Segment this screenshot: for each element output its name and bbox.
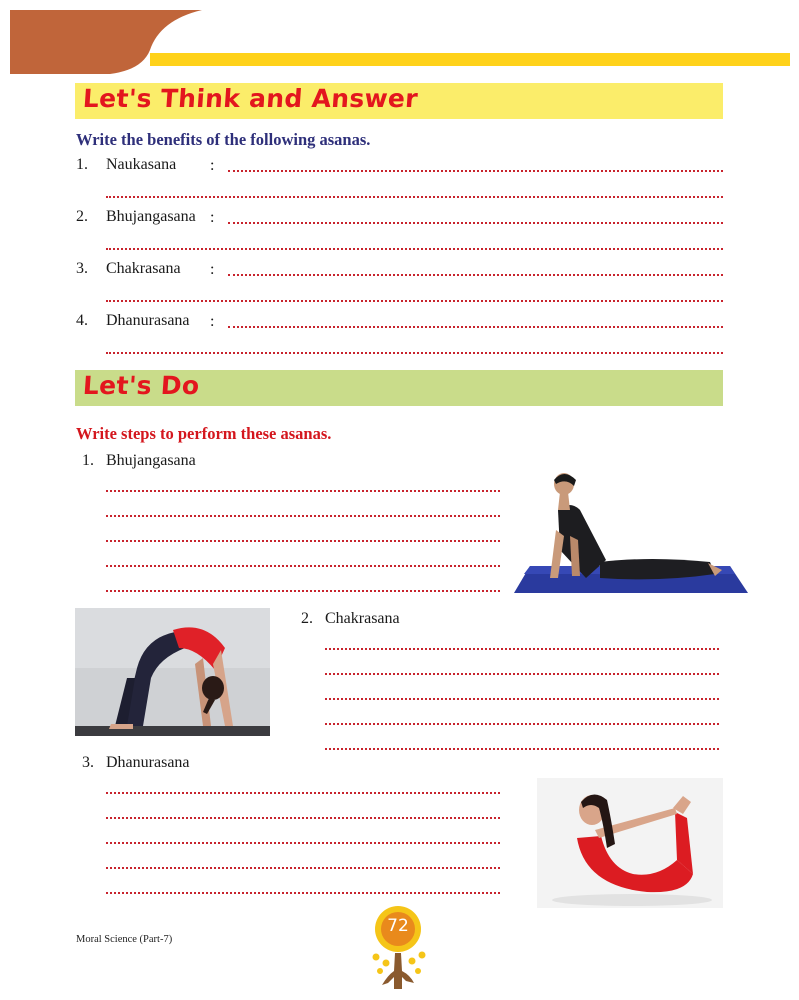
answer-line[interactable] (106, 515, 500, 517)
answer-line[interactable] (106, 248, 723, 250)
answer-line[interactable] (106, 352, 723, 354)
answer-line[interactable] (325, 648, 719, 650)
instruction-benefits: Write the benefits of the following asanas. (76, 130, 371, 149)
answer-line[interactable] (325, 698, 719, 700)
answer-line[interactable] (106, 300, 723, 302)
chakrasana-photo (75, 608, 270, 736)
page-number: 72 (387, 916, 409, 936)
section-title-think: Let's Think and Answer (81, 84, 419, 113)
answer-line[interactable] (325, 673, 719, 675)
answer-line[interactable] (106, 842, 500, 844)
answer-line[interactable] (106, 196, 723, 198)
answer-line[interactable] (106, 540, 500, 542)
answer-line[interactable] (325, 748, 719, 750)
answer-line[interactable] (106, 490, 500, 492)
colon: : (210, 313, 215, 330)
section-heading-think (75, 83, 723, 119)
item-label: Dhanurasana (106, 754, 190, 771)
item-number: 2. (301, 610, 313, 627)
bhujangasana-photo (510, 470, 750, 595)
instruction-steps: Write steps to perform these asanas. (76, 424, 332, 443)
answer-line[interactable] (106, 565, 500, 567)
question-label: Bhujangasana (106, 208, 196, 225)
book-title: Moral Science (Part-7) (76, 934, 173, 945)
answer-line[interactable] (106, 867, 500, 869)
answer-line[interactable] (106, 590, 500, 592)
answer-line[interactable] (228, 222, 723, 224)
answer-line[interactable] (228, 326, 723, 328)
page-number-badge (368, 905, 432, 991)
dhanurasana-photo (537, 778, 723, 908)
question-label: Naukasana (106, 156, 177, 173)
question-number: 4. (76, 312, 88, 329)
answer-line[interactable] (228, 170, 723, 172)
question-number: 1. (76, 156, 88, 173)
colon: : (210, 157, 215, 174)
item-number: 3. (82, 754, 94, 771)
colon: : (210, 261, 215, 278)
question-number: 3. (76, 260, 88, 277)
section-title-do: Let's Do (81, 371, 201, 400)
item-label: Chakrasana (325, 610, 400, 627)
section-heading-do (75, 370, 723, 406)
question-number: 2. (76, 208, 88, 225)
question-label: Chakrasana (106, 260, 181, 277)
answer-line[interactable] (325, 723, 719, 725)
answer-line[interactable] (228, 274, 723, 276)
header-band-decoration (150, 53, 790, 66)
item-number: 1. (82, 452, 94, 469)
answer-line[interactable] (106, 817, 500, 819)
item-label: Bhujangasana (106, 452, 196, 469)
question-label: Dhanurasana (106, 312, 190, 329)
answer-line[interactable] (106, 792, 500, 794)
answer-line[interactable] (106, 892, 500, 894)
colon: : (210, 209, 215, 226)
